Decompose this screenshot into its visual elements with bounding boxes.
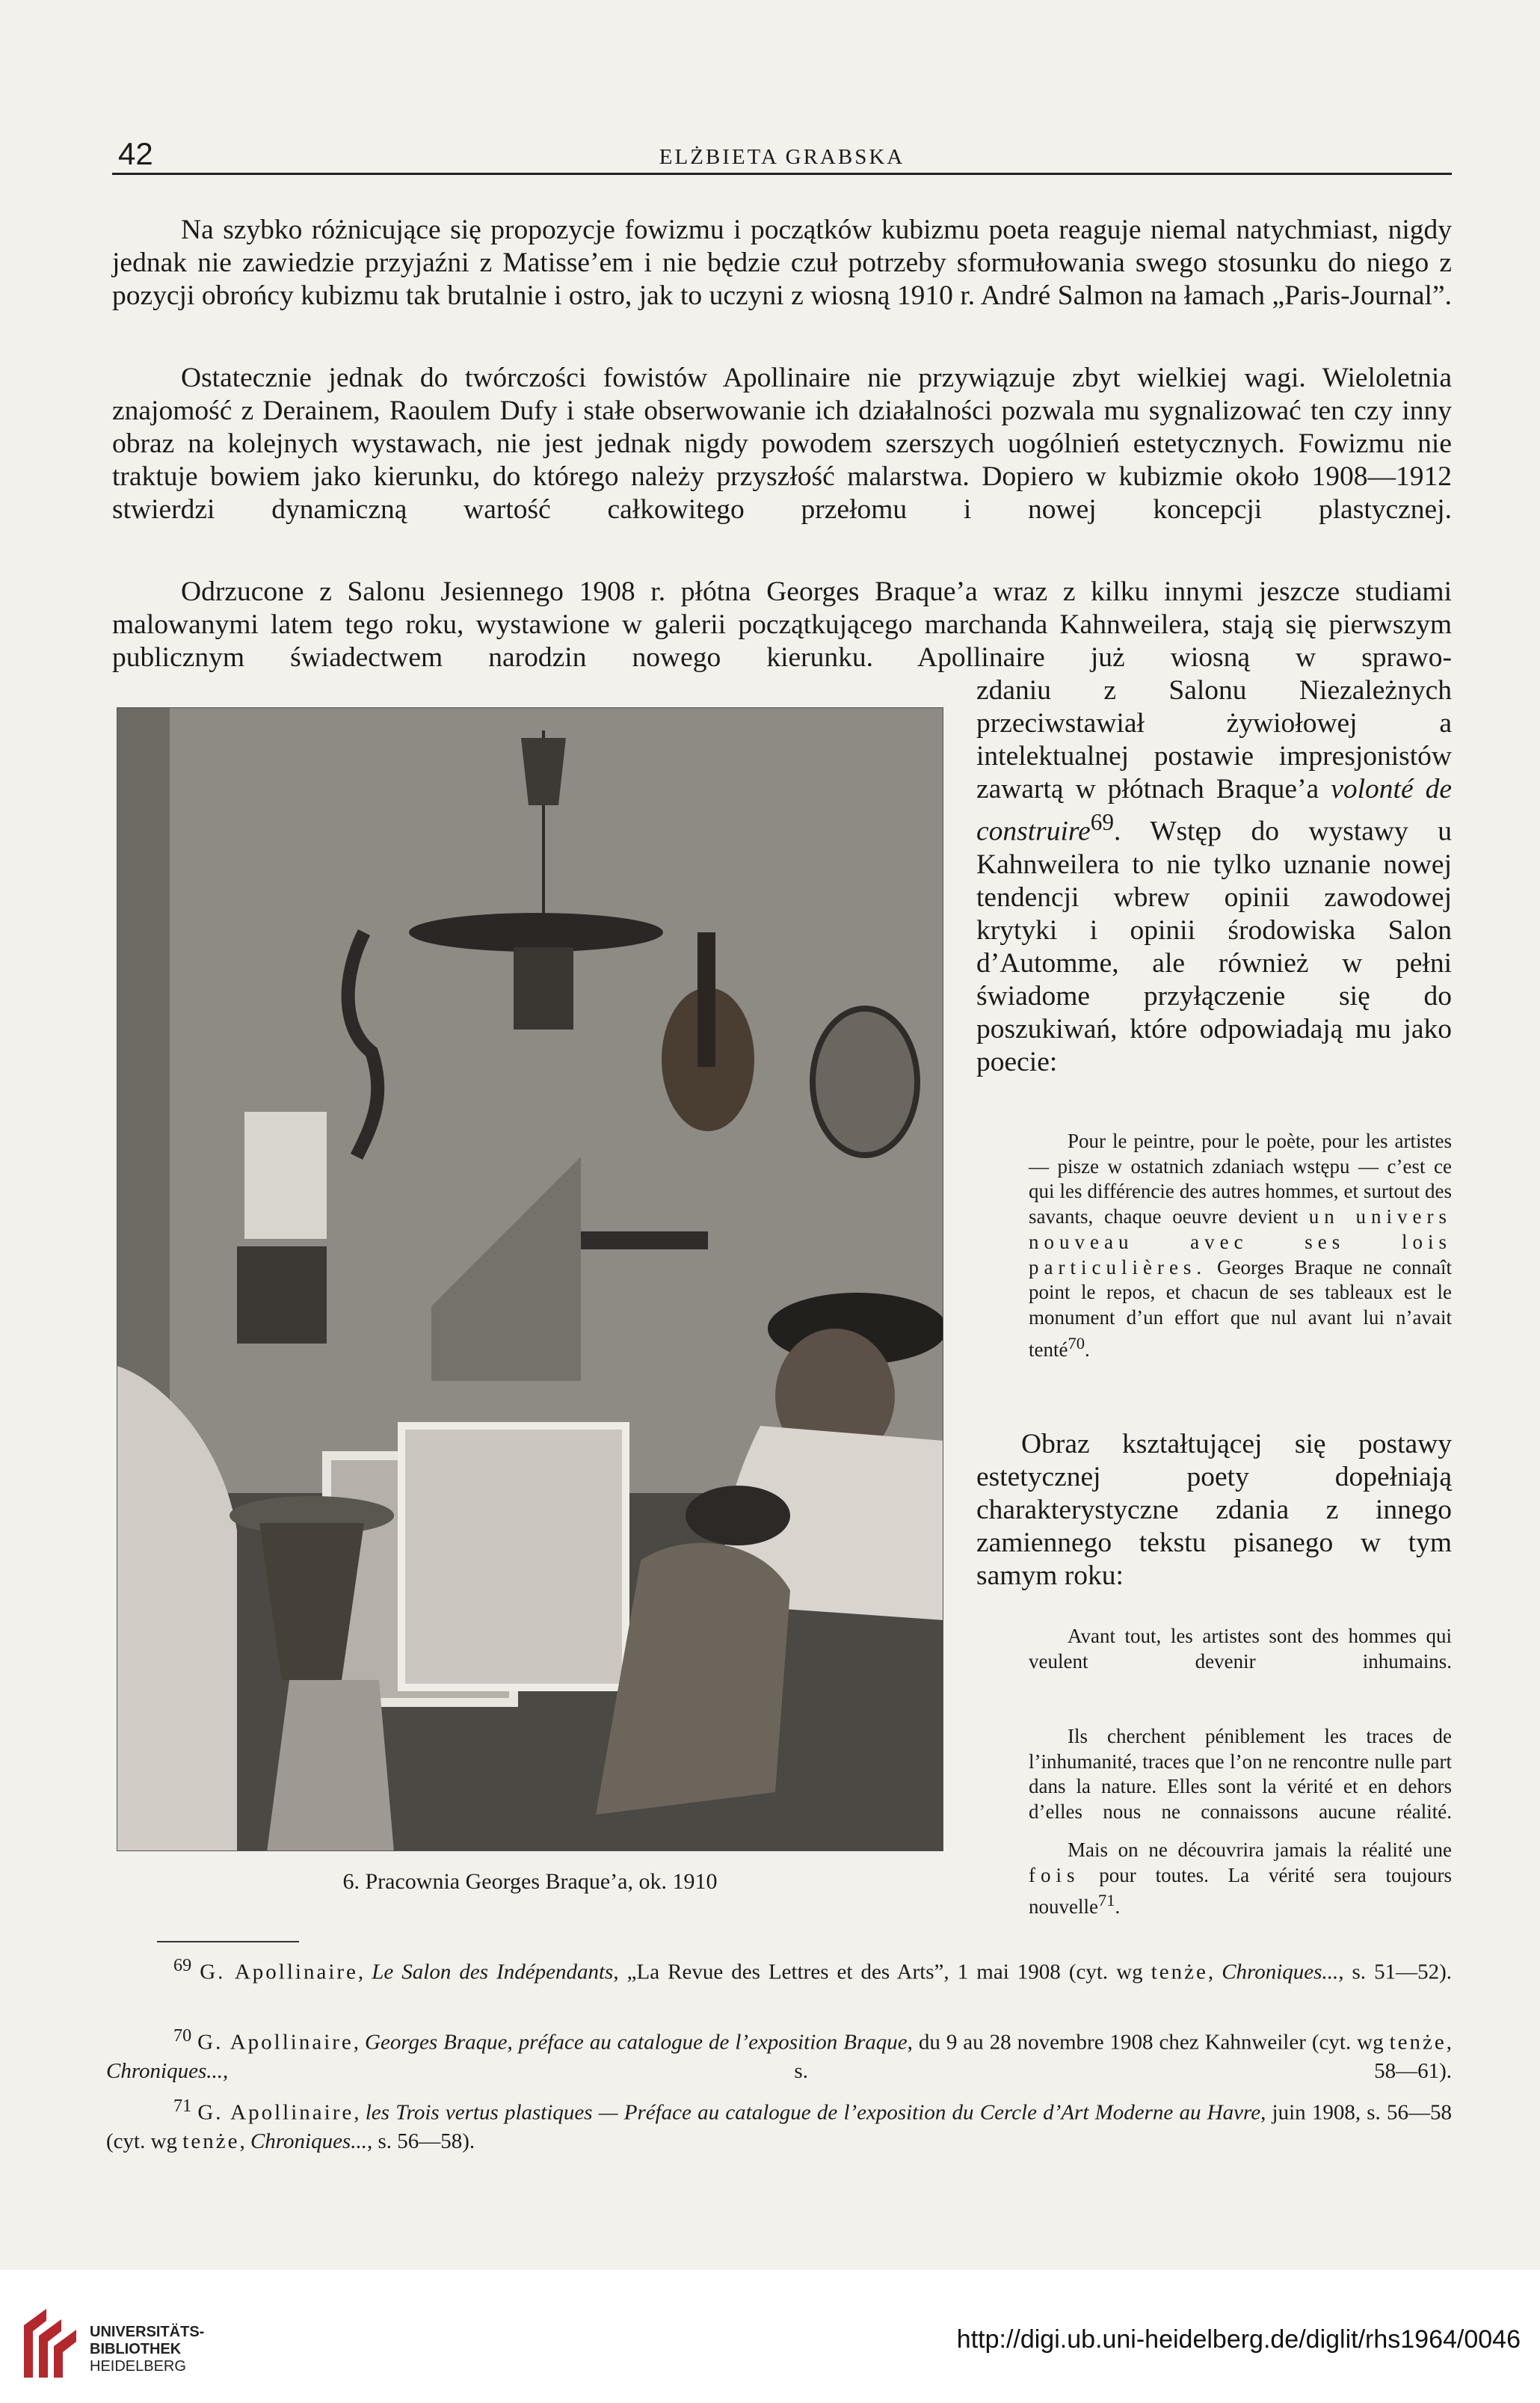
- footnote-author: G. Apollinaire: [197, 2030, 354, 2055]
- quote-1-start: Pour le peintre, pour le poète, pour les artistes — pisze w ostatnich zdaniach wstępu — c’est ce qui les différencie des autres hommes, et surtout des savants, chaque oeuvre devient: [1029, 1130, 1452, 1228]
- footnote-71: $^{71}$ G. Apollinaire, les Trois vertus plastiques — Préface au catalogue de l’exposition du Cercle d’Art Moderne au Havre, juin 1908, s. 56—58 (cyt. wg tenże, Chroniques..., s. 56—58).: [106, 2096, 1453, 2153]
- footnote-70: $^{70}$ G. Apollinaire, Georges Braque, préface au catalogue de l’exposition Braque, du 9 au 28 novembre 1908 chez Kahnweiler (cyt. wg tenże, Chroniques..., s. 58—61).: [106, 2025, 1453, 2083]
- body-paragraph-3: Odrzucone z Salonu Jesiennego 1908 r. płótna Georges Braque’a wraz z kilku innymi jeszcze studiami malowanymi latem tego roku, wystawione w galerii początkującego marchanda Kahnweilera, stają się pierwszym publicznym świadectwem narodzin nowego kierunku. Apollinaire już wiosną w sprawo-: [112, 576, 1452, 673]
- block-quote-1: [1029, 1129, 1452, 1362]
- university-library-logo-icon: [16, 2303, 81, 2385]
- footnote-number: 71: [173, 2096, 192, 2116]
- footnote-chroniques: Chroniques...: [106, 2058, 224, 2083]
- footnote-text-end: , s. 51—52).: [1338, 1960, 1453, 1984]
- library-name-line-1: UNIVERSITÄTS-: [90, 2324, 205, 2340]
- page-number: 42: [118, 136, 153, 171]
- library-name-line-2: BIBLIOTHEK: [90, 2341, 182, 2357]
- figure-caption: 6. Pracownia Georges Braque’a, ok. 1910: [342, 1869, 718, 1894]
- quote-1-spaced: un univers nouveau avec ses lois particulières.: [1029, 1205, 1452, 1279]
- block-quote-4: [1029, 1838, 1452, 1920]
- body-paragraph-2: Ostatecznie jednak do twórczości fowistów Apollinaire nie przywiązuje zbyt wielkiej wagi. Wieloletnia znajomość z Derainem, Raoulem Dufy i stałe obserwowanie ich działalności pozwala mu sygnalizować ten czy inny obraz na kolejnych wystawach, nie jest jednak nigdy powodem szerszych uogólnień estetycznych. Fowizmu nie traktuje bowiem jako kierunku, do którego należy przyszłość malarstwa. Dopiero w kubizmie około 1908—1912 stwierdzi dynamiczną wartość całkowitego przełomu i nowej koncepcji plastycznej.: [112, 363, 1452, 525]
- footnote-title: Le Salon des Indépendants: [372, 1960, 614, 1984]
- footnote-69: $^{69}$ G. Apollinaire, Le Salon des Indépendants, „La Revue des Lettres et des Arts”, 1 mai 1908 (cyt. wg tenże, Chroniques..., s. 51—52).: [173, 1955, 1453, 1984]
- footnote-text: , du 9 au 28 novembre 1908 chez Kahnweiler (cyt. wg: [907, 2030, 1390, 2055]
- quote-4-start: Mais on ne découvrira jamais la réalité une: [1068, 1839, 1452, 1861]
- note-ref-70: 70: [1068, 1333, 1085, 1353]
- quote-4-spaced: fois: [1029, 1863, 1080, 1886]
- footnote-chroniques: Chroniques...: [250, 2129, 367, 2153]
- quote-4-end: pour toutes. La vérité sera toujours nouvelle: [1029, 1863, 1452, 1919]
- footnote-number: 70: [173, 2025, 192, 2046]
- paragraph-4-end: . Wstęp do wystawy u Kahnweilera to nie tylko uznanie nowej tendencji wbrew opinii zawodowej krytyki i opinii środowiska Salon d’Automme, ale również w pełni świadome przyłączenie się do poszukiwań, które odpowiadają mu jako poecie:: [976, 816, 1452, 1077]
- block-quote-2: Avant tout, les artistes sont des hommes qui veulent devenir inhumains.: [1029, 1625, 1452, 1673]
- footnote-text-end: , s. 56—58).: [366, 2129, 475, 2153]
- library-name: [90, 2324, 204, 2375]
- quote-4-tail: .: [1115, 1895, 1121, 1919]
- footnote-comma: ,: [1207, 1960, 1222, 1984]
- footnote-comma: ,: [239, 2129, 250, 2153]
- studio-photograph-illustration: [117, 708, 943, 1851]
- footnote-title: les Trois vertus plastiques — Préface au catalogue de l’exposition du Cercle d’Art Moderne au Havre: [365, 2100, 1261, 2125]
- paragraph-4-start: zdaniu z Salonu Niezależnych przeciwstawiał żywiołowej a intelektualnej postawie impresjonistów zawartą w płótnach Braque’a: [976, 675, 1452, 804]
- footnote-rule: [157, 1941, 299, 1942]
- paragraph-4-italic: volonté de construire: [976, 774, 1452, 847]
- footnote-text: , „La Revue des Lettres et des Arts”, 1 mai 1908 (cyt. wg: [613, 1960, 1151, 1984]
- library-footer: [0, 2270, 1540, 2403]
- quote-1-tail: .: [1084, 1338, 1090, 1361]
- footnote-text-end: , s. 58—61).: [223, 2058, 1452, 2083]
- footnote-tenze: tenże: [1389, 2030, 1447, 2055]
- footnote-number: 69: [173, 1955, 192, 1975]
- footnote-author: G. Apollinaire: [200, 1960, 358, 1984]
- body-paragraph-1: Na szybko różnicujące się propozycje fowizmu i początków kubizmu poeta reaguje niemal natychmiast, nigdy jednak nie zawiedzie przyjaźni z Matisse’em i nie będzie czuł potrzeby sformułowania swego stosunku do niego z pozycji obrońcy kubizmu tak brutalnie i ostro, jak to uczyni z wiosną 1910 r. André Salmon na łamach „Paris-Journal”.: [112, 215, 1452, 311]
- body-paragraph-4: [976, 674, 1452, 1079]
- footnote-title: Georges Braque, préface au catalogue de l’exposition Braque: [365, 2030, 908, 2055]
- digital-copy-link[interactable]: http://digi.ub.uni-heidelberg.de/diglit/rhs1964/0046: [956, 2325, 1521, 2354]
- page-header: [112, 135, 1452, 175]
- note-ref-69: 69: [1090, 809, 1115, 835]
- footnote-text: , juin 1908, s. 56—58 (cyt. wg: [106, 2100, 1453, 2153]
- footnote-author: G. Apollinaire: [197, 2100, 354, 2125]
- note-ref-71: 71: [1097, 1891, 1115, 1910]
- footnote-tenze: tenże: [182, 2129, 240, 2153]
- library-name-line-3: HEIDELBERG: [90, 2358, 186, 2375]
- running-title: ELŻBIETA GRABSKA: [659, 145, 905, 169]
- footnote-comma: ,: [1446, 2030, 1453, 2055]
- block-quote-3: Ils cherchent péniblement les traces de l’inhumanité, traces que l’on ne rencontre nulle part dans la nature. Elles sont la vérité et en dehors d’elles nous ne connaissons aucune réalité.: [1029, 1725, 1452, 1824]
- body-paragraph-5: Obraz kształtującej się postawy estetycznej poety dopełniają charakterystyczne zdania z innego zamiennego tekstu pisanego w tym samym roku:: [976, 1429, 1452, 1591]
- footnote-chroniques: Chroniques...: [1222, 1960, 1339, 1984]
- footnote-tenze: tenże: [1151, 1960, 1208, 1984]
- quote-1-end: Georges Braque ne connaît point le repos, et chacun de ses tableaux est le monument d’un effort que nul avant lui n’avait tenté: [1029, 1255, 1452, 1361]
- studio-photograph: [117, 707, 943, 1851]
